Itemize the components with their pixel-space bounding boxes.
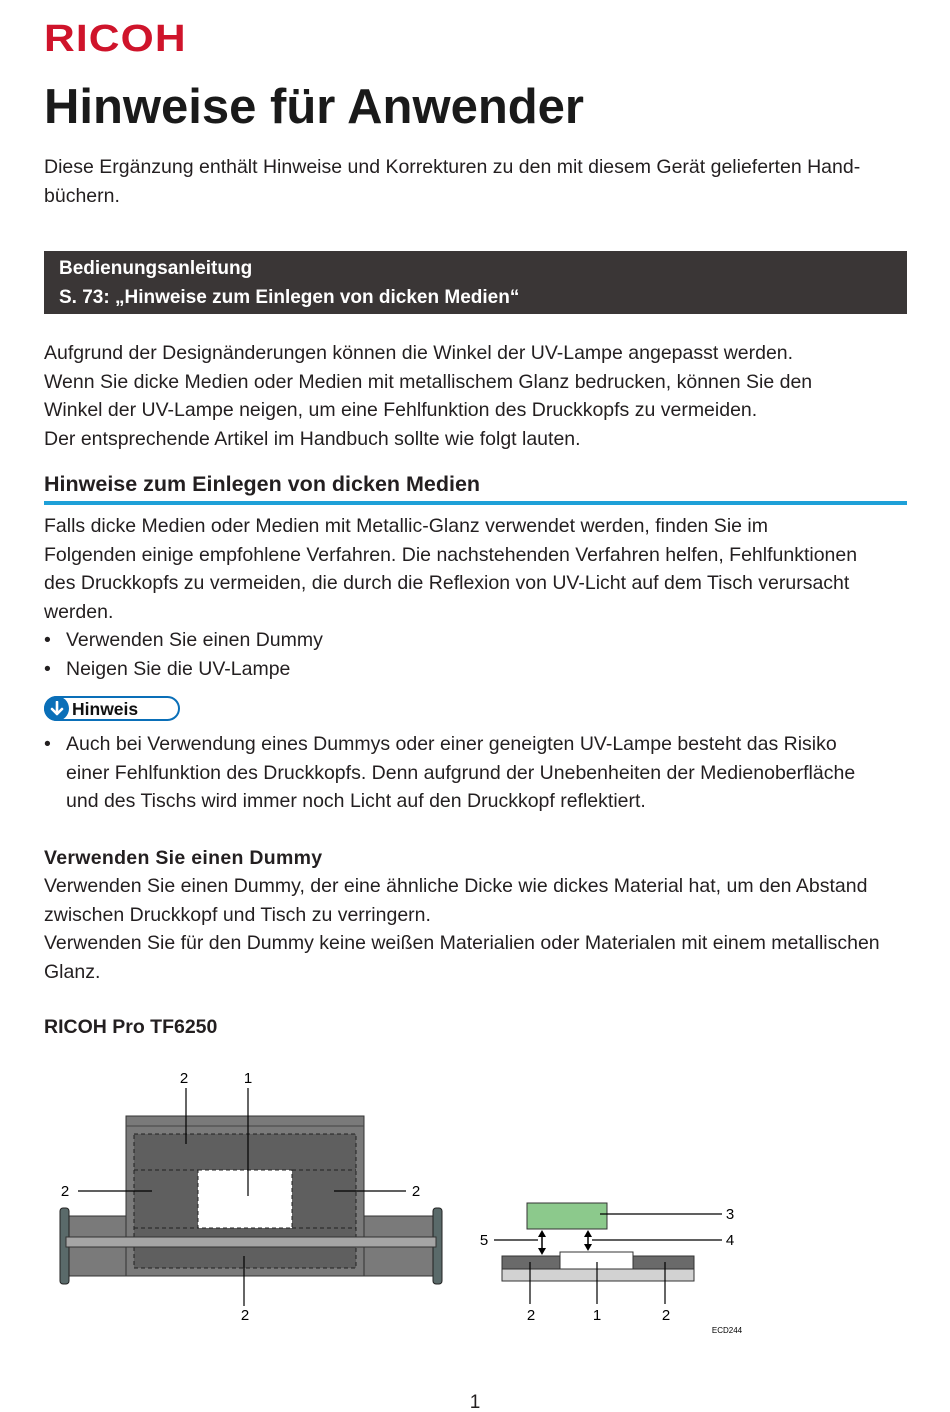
- callout-label: 3: [725, 1206, 735, 1223]
- model-name: RICOH Pro TF6250: [44, 1016, 218, 1038]
- banner-line-1: Bedienungsanleitung: [59, 258, 253, 279]
- text-line: Glanz.: [44, 960, 101, 983]
- top-view-diagram: [60, 1070, 442, 1324]
- text-line: Verwenden Sie einen Dummy, der eine ähnliche Dicke wie dickes Material hat, um den Abstand: [44, 875, 868, 897]
- text-line: Wenn Sie dicke Medien oder Medien mit metallischem Glanz bedrucken, können Sie den: [44, 370, 813, 393]
- note-line: einer Fehlfunktion des Druckkopfs. Denn aufgrund der Unebenheiten der Medienoberfläche: [66, 761, 856, 784]
- page-number: 1: [469, 1392, 481, 1412]
- note-list: [44, 730, 914, 816]
- note-label: Hinweis: [72, 698, 139, 719]
- callout-label: 2: [240, 1307, 250, 1324]
- list-item: • Verwenden Sie einen Dummy: [44, 626, 914, 655]
- note-line: • Auch bei Verwendung eines Dummys oder einer geneigten UV-Lampe besteht das Risiko: [66, 733, 837, 755]
- dummy-paragraph: [44, 872, 914, 986]
- callout-label: 2: [411, 1183, 421, 1200]
- thick-media-paragraph: [44, 512, 914, 626]
- text-line: Falls dicke Medien oder Medien mit Metallic-Glanz verwendet werden, finden Sie im: [44, 515, 768, 537]
- callout-label: 2: [661, 1307, 671, 1324]
- text-line: Winkel der UV-Lampe neigen, um eine Fehlfunktion des Druckkopfs zu vermeiden.: [44, 399, 758, 421]
- note-line: und des Tischs wird immer noch Licht auf den Druckkopf reflektiert.: [66, 790, 646, 812]
- callout-label: 5: [479, 1232, 489, 1249]
- callout-label: 4: [725, 1232, 735, 1249]
- text-line: Verwenden Sie für den Dummy keine weißen Materialien oder Materialen mit einem metallischen: [44, 932, 880, 954]
- intro-line: büchern.: [44, 184, 120, 207]
- text-line: Aufgrund der Designänderungen können die Winkel der UV-Lampe angepasst werden.: [44, 342, 794, 364]
- text-line: Folgenden einige empfohlene Verfahren. Die nachstehenden Verfahren helfen, Fehlfunktionen: [44, 543, 858, 566]
- figure-code: ECD244: [711, 1326, 743, 1335]
- procedure-list: [44, 626, 914, 683]
- callout-label: 2: [179, 1070, 189, 1087]
- side-view-diagram: [480, 1203, 743, 1335]
- text-line: werden.: [44, 600, 114, 623]
- callout-label: 1: [243, 1070, 253, 1087]
- text-line: zwischen Druckkopf und Tisch zu verringern.: [44, 903, 431, 926]
- list-item: [44, 730, 914, 816]
- list-item: • Neigen Sie die UV-Lampe: [44, 655, 914, 684]
- note-badge: [44, 696, 180, 721]
- text-line: des Druckkopfs zu vermeiden, die durch die Reflexion von UV-Licht auf dem Tisch verursacht: [44, 572, 850, 594]
- design-change-paragraph: [44, 339, 914, 453]
- banner-line-2: S. 73: „Hinweise zum Einlegen von dicken Medien“: [59, 286, 520, 308]
- ricoh-logo: RICOH: [44, 18, 187, 60]
- callout-label: 1: [592, 1307, 602, 1324]
- section-heading: Hinweise zum Einlegen von dicken Medien: [44, 470, 907, 505]
- printer-diagram: [0, 1060, 950, 1350]
- intro-line: Diese Ergänzung enthält Hinweise und Korrekturen zu den mit diesem Gerät gelieferten Hand-: [44, 156, 861, 178]
- text-line: Der entsprechende Artikel im Handbuch sollte wie folgt lauten.: [44, 427, 581, 450]
- manual-banner: [44, 251, 907, 314]
- callout-label: 2: [60, 1183, 70, 1200]
- arrow-down-icon: [44, 696, 69, 721]
- page-title: Hinweise für Anwender: [44, 80, 585, 134]
- subheading: Verwenden Sie einen Dummy: [44, 847, 323, 869]
- intro-paragraph: [44, 153, 914, 210]
- callout-label: 2: [526, 1307, 536, 1324]
